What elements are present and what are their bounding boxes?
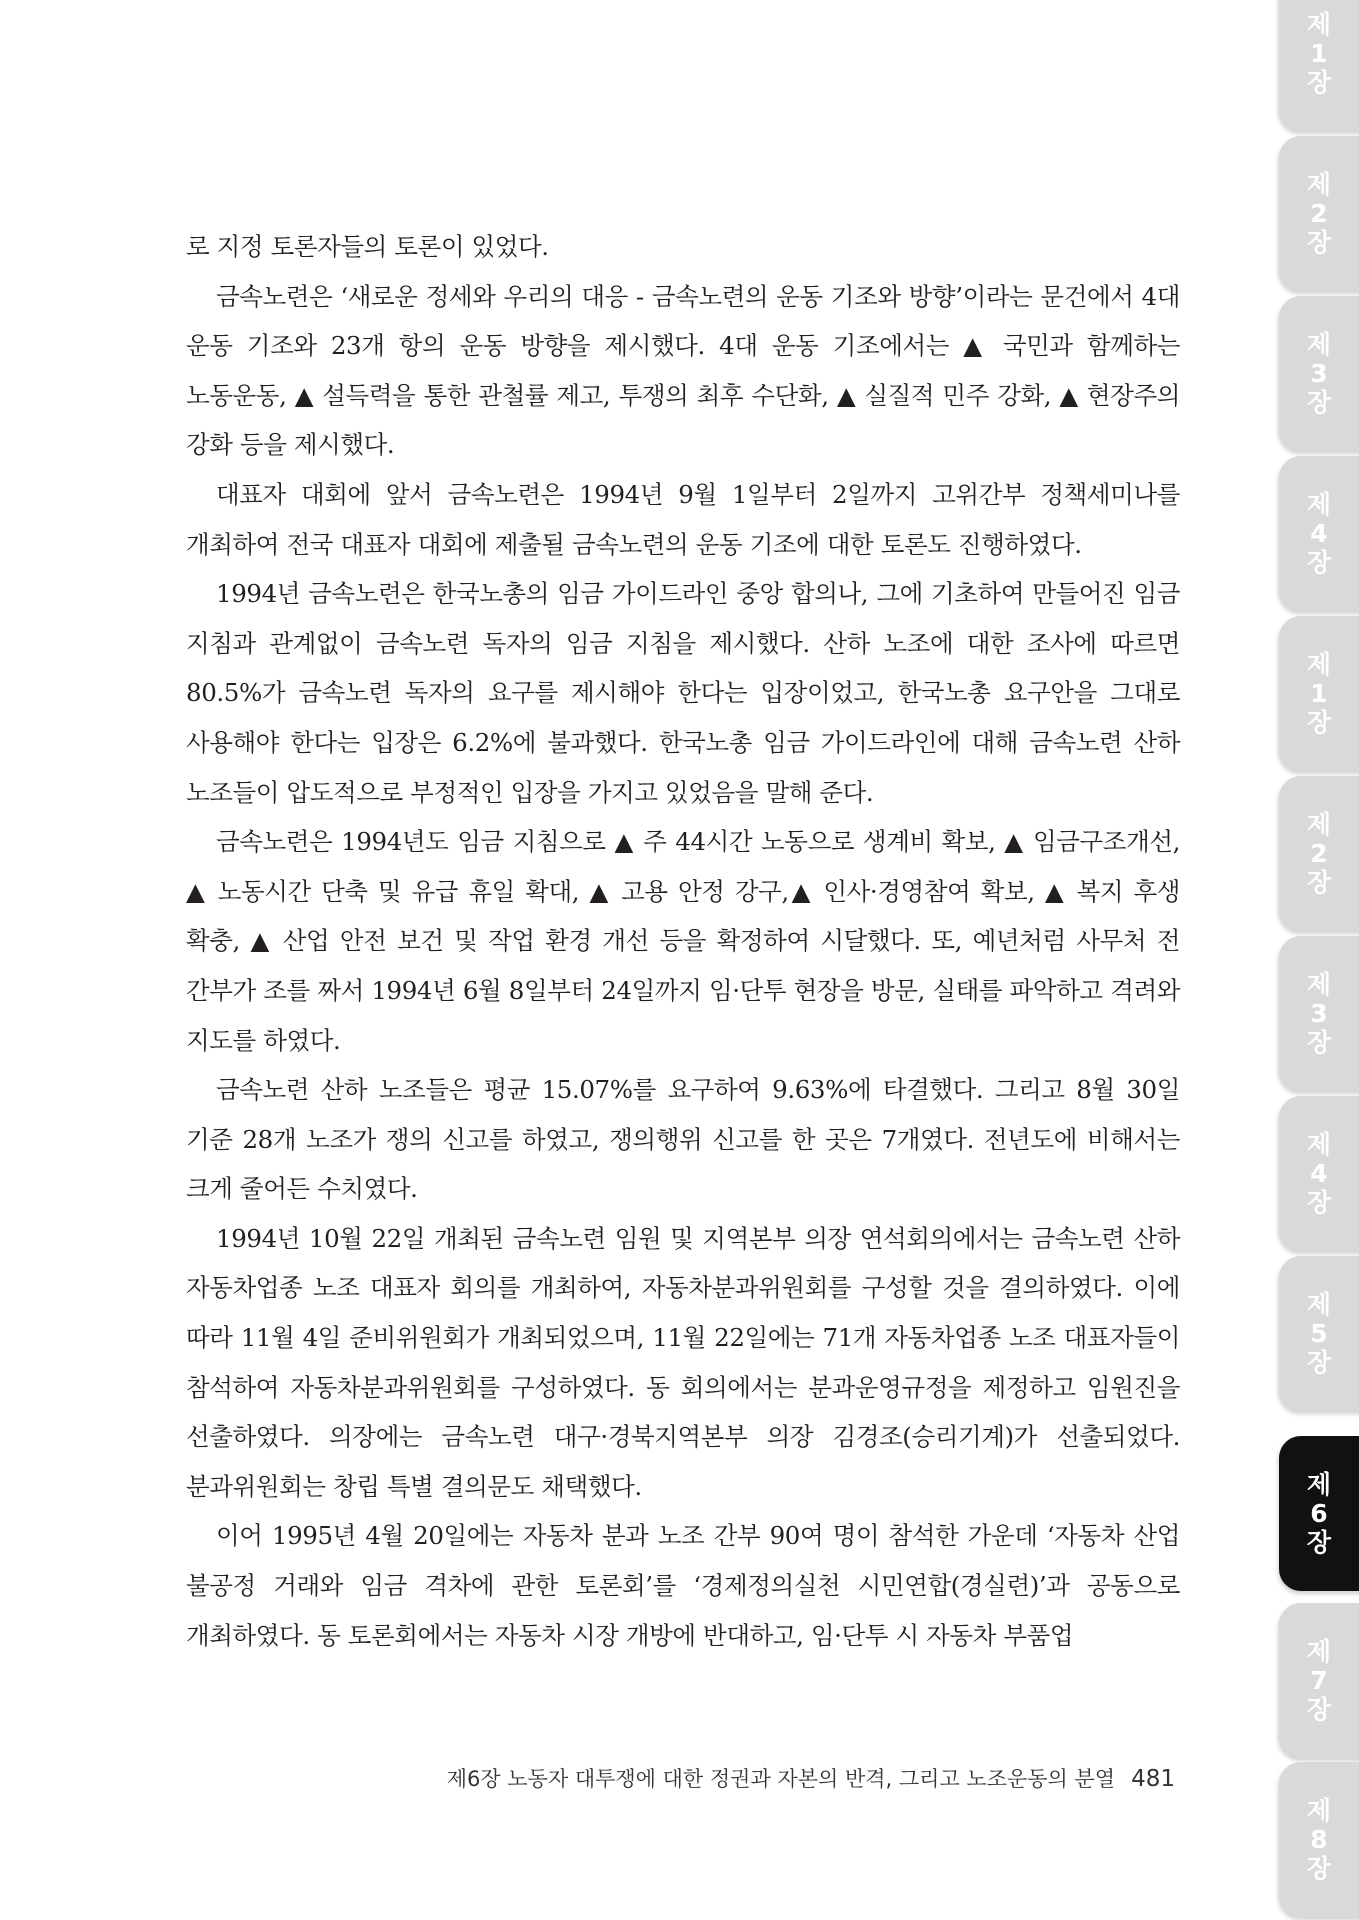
tab-number: 7	[1310, 1666, 1328, 1695]
tab-suffix: 장	[1306, 1188, 1332, 1217]
tab-suffix: 장	[1306, 548, 1332, 577]
tab-prefix: 제	[1306, 970, 1332, 999]
tab-prefix: 제	[1306, 170, 1332, 199]
chapter-tab-bar	[1279, 0, 1359, 1920]
paragraph: 금속노련은 1994년도 임금 지침으로 ▲ 주 44시간 노동으로 생계비 확보, ▲ 임금구조개선, ▲ 노동시간 단축 및 유급 휴일 확대, ▲ 고용 안정 강구,▲ 인사·경영참여 확보, ▲ 복지 후생 확충, ▲ 산업 안전 보건 및 작업 환경 개선 등을 확정하여 시달했다. 또, 예년처럼 사무처 전 간부가 조를 짜서 1994년 6월 8일부터 24일까지 임·단투 현장을 방문, 실태를 파악하고 격려와 지도를 하였다.	[186, 827, 1180, 1055]
tab-suffix: 장	[1306, 868, 1332, 897]
tab-suffix: 장	[1306, 1695, 1332, 1724]
tab-suffix: 장	[1306, 68, 1332, 97]
tab-prefix: 제	[1306, 810, 1332, 839]
tab-number: 5	[1310, 1319, 1328, 1348]
tab-prefix: 제	[1306, 1290, 1332, 1319]
paragraph: 이어 1995년 4월 20일에는 자동차 분과 노조 간부 90여 명이 참석한 가운데 ‘자동차 산업 불공정 거래와 임금 격차에 관한 토론회’를 ‘경제정의실천 시민연합(경실련)’과 공동으로 개최하였다. 동 토론회에서는 자동차 시장 개방에 반대하고, 임·단투 시 자동차 부품업	[186, 1521, 1180, 1650]
tab-number: 4	[1310, 1159, 1328, 1188]
chapter-tab[interactable]	[1279, 1256, 1359, 1411]
page-footer	[447, 1763, 1175, 1793]
tab-number: 1	[1310, 679, 1328, 708]
paragraph: 금속노련은 ‘새로운 정세와 우리의 대응 - 금속노련의 운동 기조와 방향’이라는 문건에서 4대 운동 기조와 23개 항의 운동 방향을 제시했다. 4대 운동 기조에서는 ▲ 국민과 함께하는 노동운동, ▲ 설득력을 통한 관철률 제고, 투쟁의 최후 수단화, ▲ 실질적 민주 강화, ▲ 현장주의 강화 등을 제시했다.	[186, 281, 1180, 460]
chapter-tab[interactable]	[1279, 776, 1359, 931]
chapter-tab[interactable]	[1279, 936, 1359, 1091]
tab-number: 6	[1310, 1499, 1328, 1528]
tab-prefix: 제	[1306, 1470, 1332, 1499]
tab-suffix: 장	[1306, 228, 1332, 257]
tab-number: 4	[1310, 519, 1328, 548]
tab-suffix: 장	[1306, 1854, 1332, 1883]
tab-number: 3	[1310, 359, 1328, 388]
tab-prefix: 제	[1306, 1130, 1332, 1159]
chapter-tab[interactable]	[1279, 296, 1359, 451]
paragraph: 로 지정 토론자들의 토론이 있었다.	[186, 232, 549, 261]
tab-prefix: 제	[1306, 1637, 1332, 1666]
tab-suffix: 장	[1306, 1028, 1332, 1057]
chapter-tab-active[interactable]	[1279, 1436, 1359, 1591]
running-title: 제6장 노동자 대투쟁에 대한 정권과 자본의 반격, 그리고 노조운동의 분열	[446, 1767, 1116, 1791]
tab-number: 3	[1310, 999, 1328, 1028]
tab-suffix: 장	[1306, 1528, 1332, 1557]
paragraph: 1994년 금속노련은 한국노총의 임금 가이드라인 중앙 합의나, 그에 기초하여 만들어진 임금 지침과 관계없이 금속노련 독자의 임금 지침을 제시했다. 산하 노조에 대한 조사에 따르면 80.5%가 금속노련 독자의 요구를 제시해야 한다는 입장이었고, 한국노총 요구안을 그대로 사용해야 한다는 입장은 6.2%에 불과했다. 한국노총 임금 가이드라인에 대해 금속노련 산하 노조들이 압도적으로 부정적인 입장을 가지고 있었음을 말해 준다.	[186, 579, 1180, 807]
tab-prefix: 제	[1306, 330, 1332, 359]
tab-suffix: 장	[1306, 388, 1332, 417]
paragraph: 금속노련 산하 노조들은 평균 15.07%를 요구하여 9.63%에 타결했다. 그리고 8월 30일 기준 28개 노조가 쟁의 신고를 하였고, 쟁의행위 신고를 한 곳은 7개였다. 전년도에 비해서는 크게 줄어든 수치였다.	[186, 1075, 1180, 1204]
chapter-tab[interactable]	[1279, 456, 1359, 611]
paragraph: 대표자 대회에 앞서 금속노련은 1994년 9월 1일부터 2일까지 고위간부 정책세미나를 개최하여 전국 대표자 대회에 제출될 금속노련의 운동 기조에 대한 토론도 진행하였다.	[186, 479, 1180, 559]
tab-number: 2	[1310, 199, 1328, 228]
tab-number: 1	[1310, 39, 1328, 68]
chapter-tab[interactable]	[1279, 616, 1359, 771]
tab-prefix: 제	[1306, 1796, 1332, 1825]
chapter-tab[interactable]	[1279, 1762, 1359, 1917]
chapter-tab[interactable]	[1279, 1603, 1359, 1758]
chapter-tab[interactable]	[1279, 136, 1359, 291]
tab-suffix: 장	[1306, 708, 1332, 737]
body-text	[186, 222, 1180, 1660]
chapter-tab[interactable]	[1279, 0, 1359, 131]
tab-prefix: 제	[1306, 10, 1332, 39]
tab-number: 2	[1310, 839, 1328, 868]
tab-prefix: 제	[1306, 490, 1332, 519]
tab-number: 8	[1310, 1825, 1328, 1854]
tab-prefix: 제	[1306, 650, 1332, 679]
page-number: 481	[1131, 1766, 1175, 1792]
paragraph: 1994년 10월 22일 개최된 금속노련 임원 및 지역본부 의장 연석회의에서는 금속노련 산하 자동차업종 노조 대표자 회의를 개최하여, 자동차분과위원회를 구성할 것을 결의하였다. 이에 따라 11월 4일 준비위원회가 개최되었으며, 11월 22일에는 71개 자동차업종 노조 대표자들이 참석하여 자동차분과위원회를 구성하였다. 동 회의에서는 분과운영규정을 제정하고 임원진을 선출하였다. 의장에는 금속노련 대구·경북지역본부 의장 김경조(승리기계)가 선출되었다. 분과위원회는 창립 특별 결의문도 채택했다.	[186, 1223, 1180, 1501]
tab-suffix: 장	[1306, 1348, 1332, 1377]
chapter-tab[interactable]	[1279, 1096, 1359, 1251]
